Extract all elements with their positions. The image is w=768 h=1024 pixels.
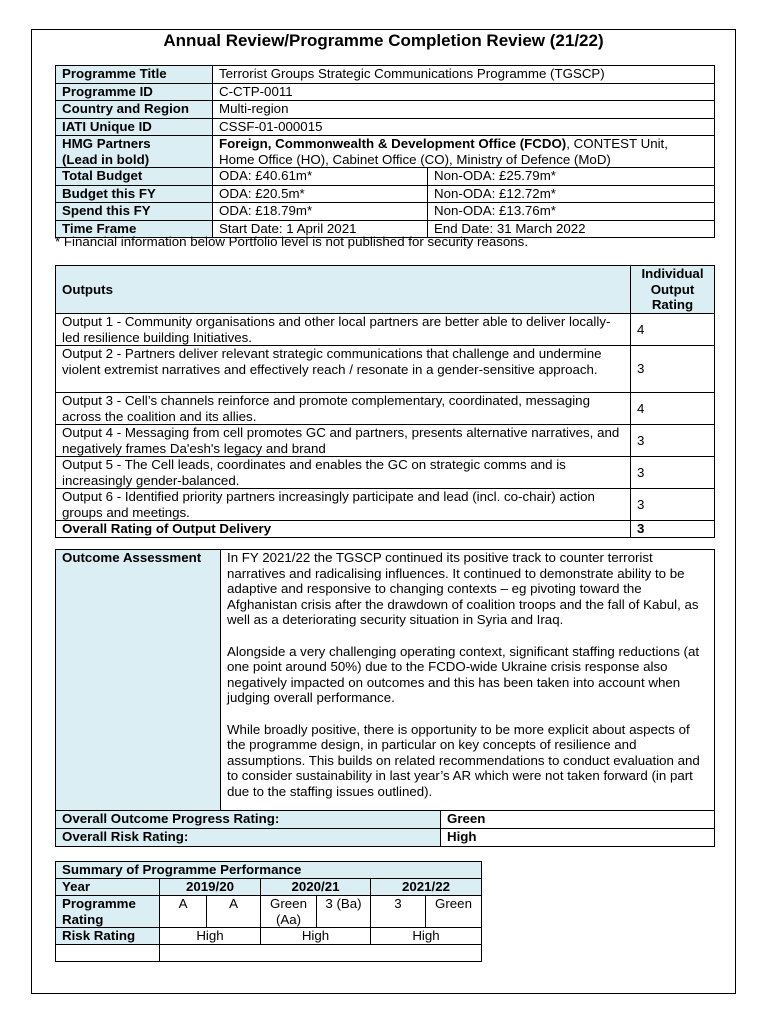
budget-fy-label: Budget this FY [56, 185, 213, 203]
spend-fy-non-oda: Non-ODA: £13.76m* [428, 203, 715, 221]
table-row [56, 829, 715, 847]
table-row [56, 393, 715, 425]
iati-label: IATI Unique ID [56, 118, 213, 136]
hmg-lead-partner: Foreign, Commonwealth & Development Office (FCDO) [219, 136, 567, 151]
summary-empty-row [56, 945, 482, 962]
outputs-header-row [56, 266, 715, 314]
outcome-progress-label: Overall Outcome Progress Rating: [56, 811, 441, 829]
outcome-assessment-label: Outcome Assessment [56, 550, 221, 811]
rating-cell [261, 896, 317, 928]
rating-cell: A [160, 896, 207, 928]
output-text: Output 4 - Messaging from cell promotes GC and partners, presents alternative narratives, and negatively frames Da'esh's legacy and brand [56, 425, 631, 457]
risk-cell: High [160, 928, 261, 945]
programme-rating-label-line1: Programme [62, 896, 136, 911]
rating-header-line3: Rating [651, 297, 694, 312]
summary-risk-row [56, 928, 482, 945]
summary-rating-row [56, 896, 482, 928]
hmg-label-line2: (Lead in bold) [62, 151, 150, 167]
output-rating: 4 [631, 314, 715, 346]
programme-id-value: C-CTP-0011 [213, 83, 715, 101]
risk-cell: High [371, 928, 482, 945]
rating-cell: 3 (Ba) [317, 896, 371, 928]
empty-cell [56, 945, 160, 962]
hmg-partners-line2: Home Office (HO), Cabinet Office (CO), Ministry of Defence (MoD) [219, 151, 611, 167]
year-2021-22: 2021/22 [371, 879, 482, 896]
output-text: Output 5 - The Cell leads, coordinates and enables the GC on strategic comms and is increasingly gender-balanced. [56, 457, 631, 489]
spend-fy-label: Spend this FY [56, 203, 213, 221]
page-title: Annual Review/Programme Completion Review (21/22) [163, 31, 604, 50]
total-budget-label: Total Budget [56, 168, 213, 186]
country-label: Country and Region [56, 101, 213, 119]
rating-header-line2: Output [650, 281, 695, 297]
summary-title: Summary of Programme Performance [56, 862, 482, 879]
hmg-partners-label [56, 136, 213, 168]
output-rating: 3 [631, 489, 715, 521]
risk-rating-value: High [441, 829, 715, 847]
overall-output-label: Overall Rating of Output Delivery [56, 521, 631, 538]
country-value: Multi-region [213, 101, 715, 119]
rating-header-line1: Individual [641, 266, 704, 281]
time-frame-label: Time Frame [56, 220, 213, 238]
spend-fy-oda: ODA: £18.79m* [213, 203, 428, 221]
summary-table [55, 861, 482, 962]
outcome-paragraph: In FY 2021/22 the TGSCP continued its positive track to counter terrorist narratives and radicalising influences. It continued to demonstrate ability to be adaptive and responsive to changing contexts – eg pivoting toward the Afghanistan crisis after the drawdown of coalition troops and the fall of Kabul, as well as a deteriorating security situation in Syria and Iraq. [227, 550, 699, 627]
outcome-table [55, 549, 715, 847]
outputs-header: Outputs [56, 266, 631, 314]
budget-fy-oda: ODA: £20.5m* [213, 185, 428, 203]
year-2020-21: 2020/21 [261, 879, 371, 896]
rating-cell-line1: Green [270, 896, 307, 911]
total-budget-non-oda: Non-ODA: £25.79m* [428, 168, 715, 186]
overall-output-rating: 3 [631, 521, 715, 538]
programme-title-label: Programme Title [56, 66, 213, 84]
table-row [56, 101, 715, 119]
outcome-paragraph: While broadly positive, there is opportunity to be more explicit about aspects of the programme design, in particular on key concepts of resilience and assumptions. This builds on related recommendations to conduct evaluation and to consider sustainability in last year’s AR which were not taken forward (in part due to the staffing issues outlined). [227, 721, 700, 799]
output-text: Output 2 - Partners deliver relevant strategic communications that challenge and undermine violent extremist narratives and effectively reach / resonate in a gender-sensitive approach. [56, 346, 631, 393]
risk-rating-row-label: Risk Rating [56, 928, 160, 945]
rating-cell: A [207, 896, 261, 928]
output-rating: 3 [631, 457, 715, 489]
hmg-partners-rest: , CONTEST Unit, [566, 136, 668, 151]
risk-cell: High [261, 928, 371, 945]
output-text: Output 3 - Cell’s channels reinforce and promote complementary, coordinated, messaging across the coalition and its allies. [56, 393, 631, 425]
summary-title-row [56, 862, 482, 879]
output-text: Output 6 - Identified priority partners increasingly participate and lead (incl. co-chair) action groups and meetings. [56, 489, 631, 521]
table-row [56, 314, 715, 346]
table-row [56, 811, 715, 829]
programme-id-label: Programme ID [56, 83, 213, 101]
outcome-progress-value: Green [441, 811, 715, 829]
table-row [56, 185, 715, 203]
output-rating: 3 [631, 425, 715, 457]
rating-cell: Green [426, 896, 482, 928]
total-budget-oda: ODA: £40.61m* [213, 168, 428, 186]
hmg-partners-value [213, 136, 715, 168]
table-row [56, 521, 715, 538]
table-row [56, 346, 715, 393]
rating-header [631, 266, 715, 314]
outcome-row [56, 550, 715, 811]
table-row [56, 168, 715, 186]
output-rating: 4 [631, 393, 715, 425]
rating-cell: 3 [371, 896, 426, 928]
end-date: End Date: 31 March 2022 [428, 220, 715, 238]
output-text: Output 1 - Community organisations and other local partners are better able to deliver locally-led resilience building Initiatives. [56, 314, 631, 346]
table-row [56, 136, 715, 168]
output-rating: 3 [631, 346, 715, 393]
table-row [56, 118, 715, 136]
table-row [56, 83, 715, 101]
table-row [56, 66, 715, 84]
table-row [56, 489, 715, 521]
iati-value: CSSF-01-000015 [213, 118, 715, 136]
programme-rating-label [56, 896, 160, 928]
table-row [56, 203, 715, 221]
summary-year-row [56, 879, 482, 896]
programme-title-value: Terrorist Groups Strategic Communications Programme (TGSCP) [213, 66, 715, 84]
year-2019-20: 2019/20 [160, 879, 261, 896]
financial-footnote: * Financial information below Portfolio level is not published for security reasons. [55, 234, 529, 249]
outcome-assessment-text [221, 550, 715, 811]
risk-rating-label: Overall Risk Rating: [56, 829, 441, 847]
outcome-paragraph: Alongside a very challenging operating context, significant staffing reductions (at one point around 50%) due to the FCDO-wide Ukraine crisis response also negatively impacted on outcomes and this has been taken into account when judging overall performance. [227, 643, 700, 705]
rating-cell-line2: (Aa) [275, 911, 302, 927]
empty-cell [160, 945, 482, 962]
year-label: Year [56, 879, 160, 896]
table-row [56, 425, 715, 457]
start-date: Start Date: 1 April 2021 [213, 220, 428, 238]
table-row [56, 457, 715, 489]
outputs-table [55, 265, 715, 538]
budget-fy-non-oda: Non-ODA: £12.72m* [428, 185, 715, 203]
hmg-label-line1: HMG Partners [62, 136, 151, 151]
programme-info-table [55, 65, 715, 238]
programme-rating-label-line2: Rating [62, 911, 104, 927]
